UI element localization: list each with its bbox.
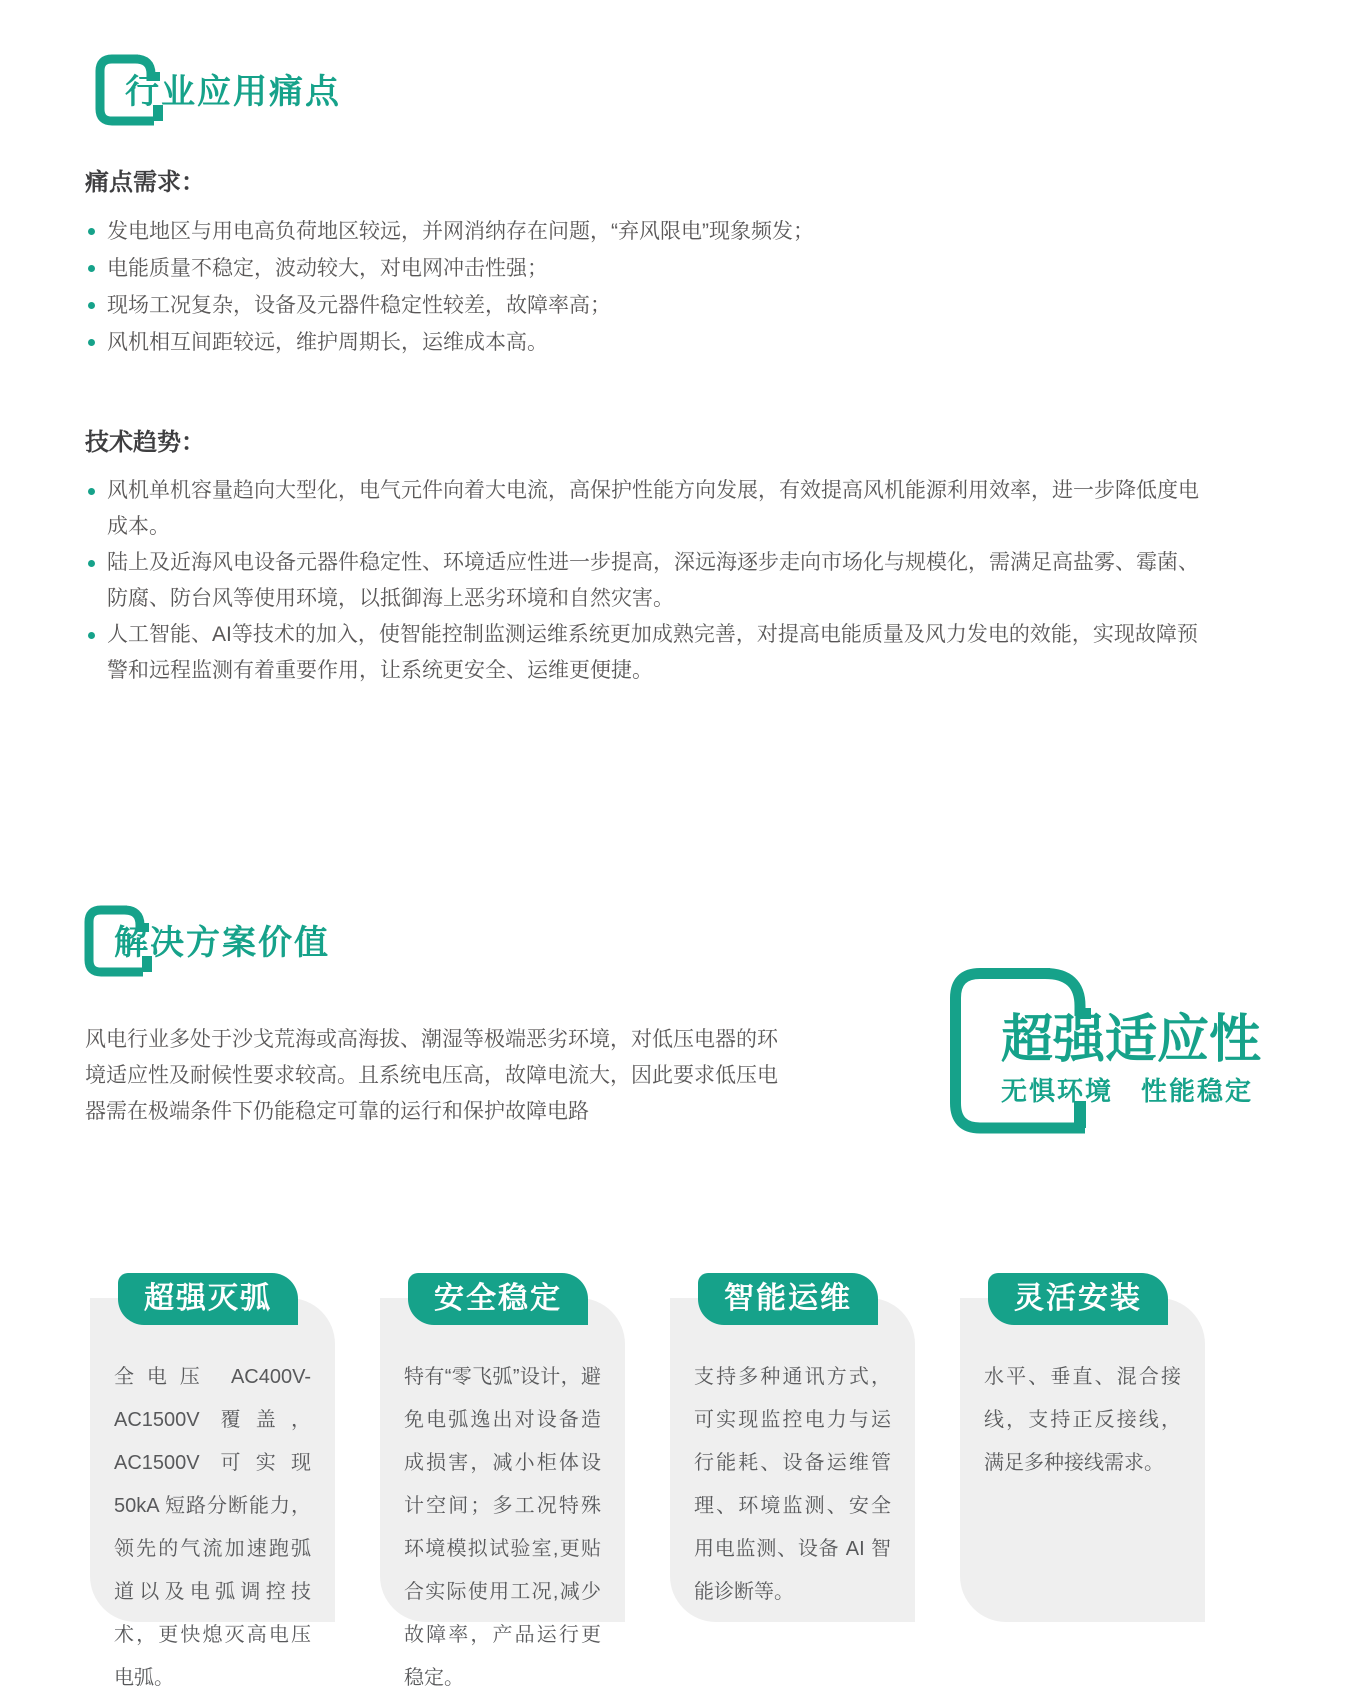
section-header-solution-value (84, 905, 330, 981)
list-item-text: 陆上及近海风电设备元器件稳定性、环境适应性进一步提高，深远海逐步走向市场化与规模化，需满足高盐雾、霉菌、防腐、防台风等使用环境，以抵御海上恶劣环境和自然灾害。 (107, 551, 1199, 610)
highlight-text (1001, 1012, 1261, 1106)
card-badge: 智能运维 (698, 1273, 878, 1325)
card-body-text: 全电压 AC400V-AC1500V 覆盖，AC1500V 可实现 50kA 短路分断能力，领先的气流加速跑弧道以及电弧调控技术，更快熄灭高电压电弧。 (114, 1366, 311, 1689)
bullet-dot-icon (88, 488, 95, 495)
bullet-dot-icon (88, 339, 95, 346)
highlight-title: 超强适应性 (1001, 1011, 1262, 1069)
page-title: 解决方案价值 (114, 924, 330, 962)
bullet-dot-icon (88, 265, 95, 272)
list-item (85, 545, 1213, 617)
card-body-text: 特有“零飞弧”设计，避免电弧逸出对设备造成损害，减小柜体设计空间；多工况特殊环境模拟试验室,更贴合实际使用工况,减少故障率，产品运行更稳定。 (404, 1366, 601, 1689)
list-item-text: 发电地区与用电高负荷地区较远，并网消纳存在问题，“弃风限电”现象频发； (107, 220, 814, 243)
card-badge: 安全稳定 (408, 1273, 588, 1325)
feature-card-smart-operation (670, 1282, 915, 1622)
bullet-dot-icon (88, 228, 95, 235)
pain-demands-heading: 痛点需求： (85, 169, 205, 196)
section-header-pain-points (95, 54, 341, 130)
feature-card-arc-extinguishing (90, 1282, 335, 1689)
highlight-adaptability-block (950, 968, 1310, 1178)
pain-demands-list (85, 213, 1215, 361)
bullet-dot-icon (88, 560, 95, 567)
list-item (85, 473, 1213, 545)
list-item-text: 人工智能、AI等技术的加入，使智能控制监测运维系统更加成熟完善，对提高电能质量及风力发电的效能，实现故障预警和远程监测有着重要作用，让系统更安全、运维更便捷。 (107, 623, 1198, 682)
list-item (85, 324, 1215, 361)
card-body-text: 水平、垂直、混合接线，支持正反接线，满足多种接线需求。 (984, 1366, 1181, 1474)
card-badge: 超强灭弧 (118, 1273, 298, 1325)
card-badge: 灵活安装 (988, 1273, 1168, 1325)
bullet-dot-icon (88, 632, 95, 639)
solution-value-paragraph: 风电行业多处于沙戈荒海或高海拔、潮湿等极端恶劣环境，对低压电器的环境适应性及耐候性要求较高。且系统电压高，故障电流大，因此要求低压电器需在极端条件下仍能稳定可靠的运行和保护故障电路 (85, 1028, 778, 1123)
tech-trends-block (85, 428, 1213, 689)
list-item (85, 250, 1215, 287)
feature-cards-row (90, 1273, 1205, 1689)
list-item (85, 287, 1215, 324)
list-item (85, 617, 1213, 689)
feature-card-flexible-installation (960, 1282, 1205, 1622)
list-item (85, 213, 1215, 250)
feature-card-safety-stability (380, 1282, 625, 1689)
card-body-text: 支持多种通讯方式，可实现监控电力与运行能耗、设备运维管理、环境监测、安全用电监测、设备 AI 智能诊断等。 (694, 1366, 891, 1603)
highlight-subtitle: 无惧环境 性能稳定 (1001, 1076, 1254, 1106)
tech-trends-heading: 技术趋势： (85, 429, 205, 456)
tech-trends-list (85, 473, 1213, 689)
list-item-text: 电能质量不稳定，波动较大，对电网冲击性强； (107, 257, 548, 280)
list-item-text: 风机相互间距较远，维护周期长，运维成本高。 (107, 331, 548, 354)
list-item-text: 风机单机容量趋向大型化，电气元件向着大电流，高保护性能方向发展，有效提高风机能源利用效率，进一步降低度电成本。 (107, 479, 1199, 538)
pain-demands-block (85, 168, 1215, 361)
bullet-dot-icon (88, 302, 95, 309)
list-item-text: 现场工况复杂，设备及元器件稳定性较差，故障率高； (107, 294, 611, 317)
page-title: 行业应用痛点 (125, 73, 341, 111)
